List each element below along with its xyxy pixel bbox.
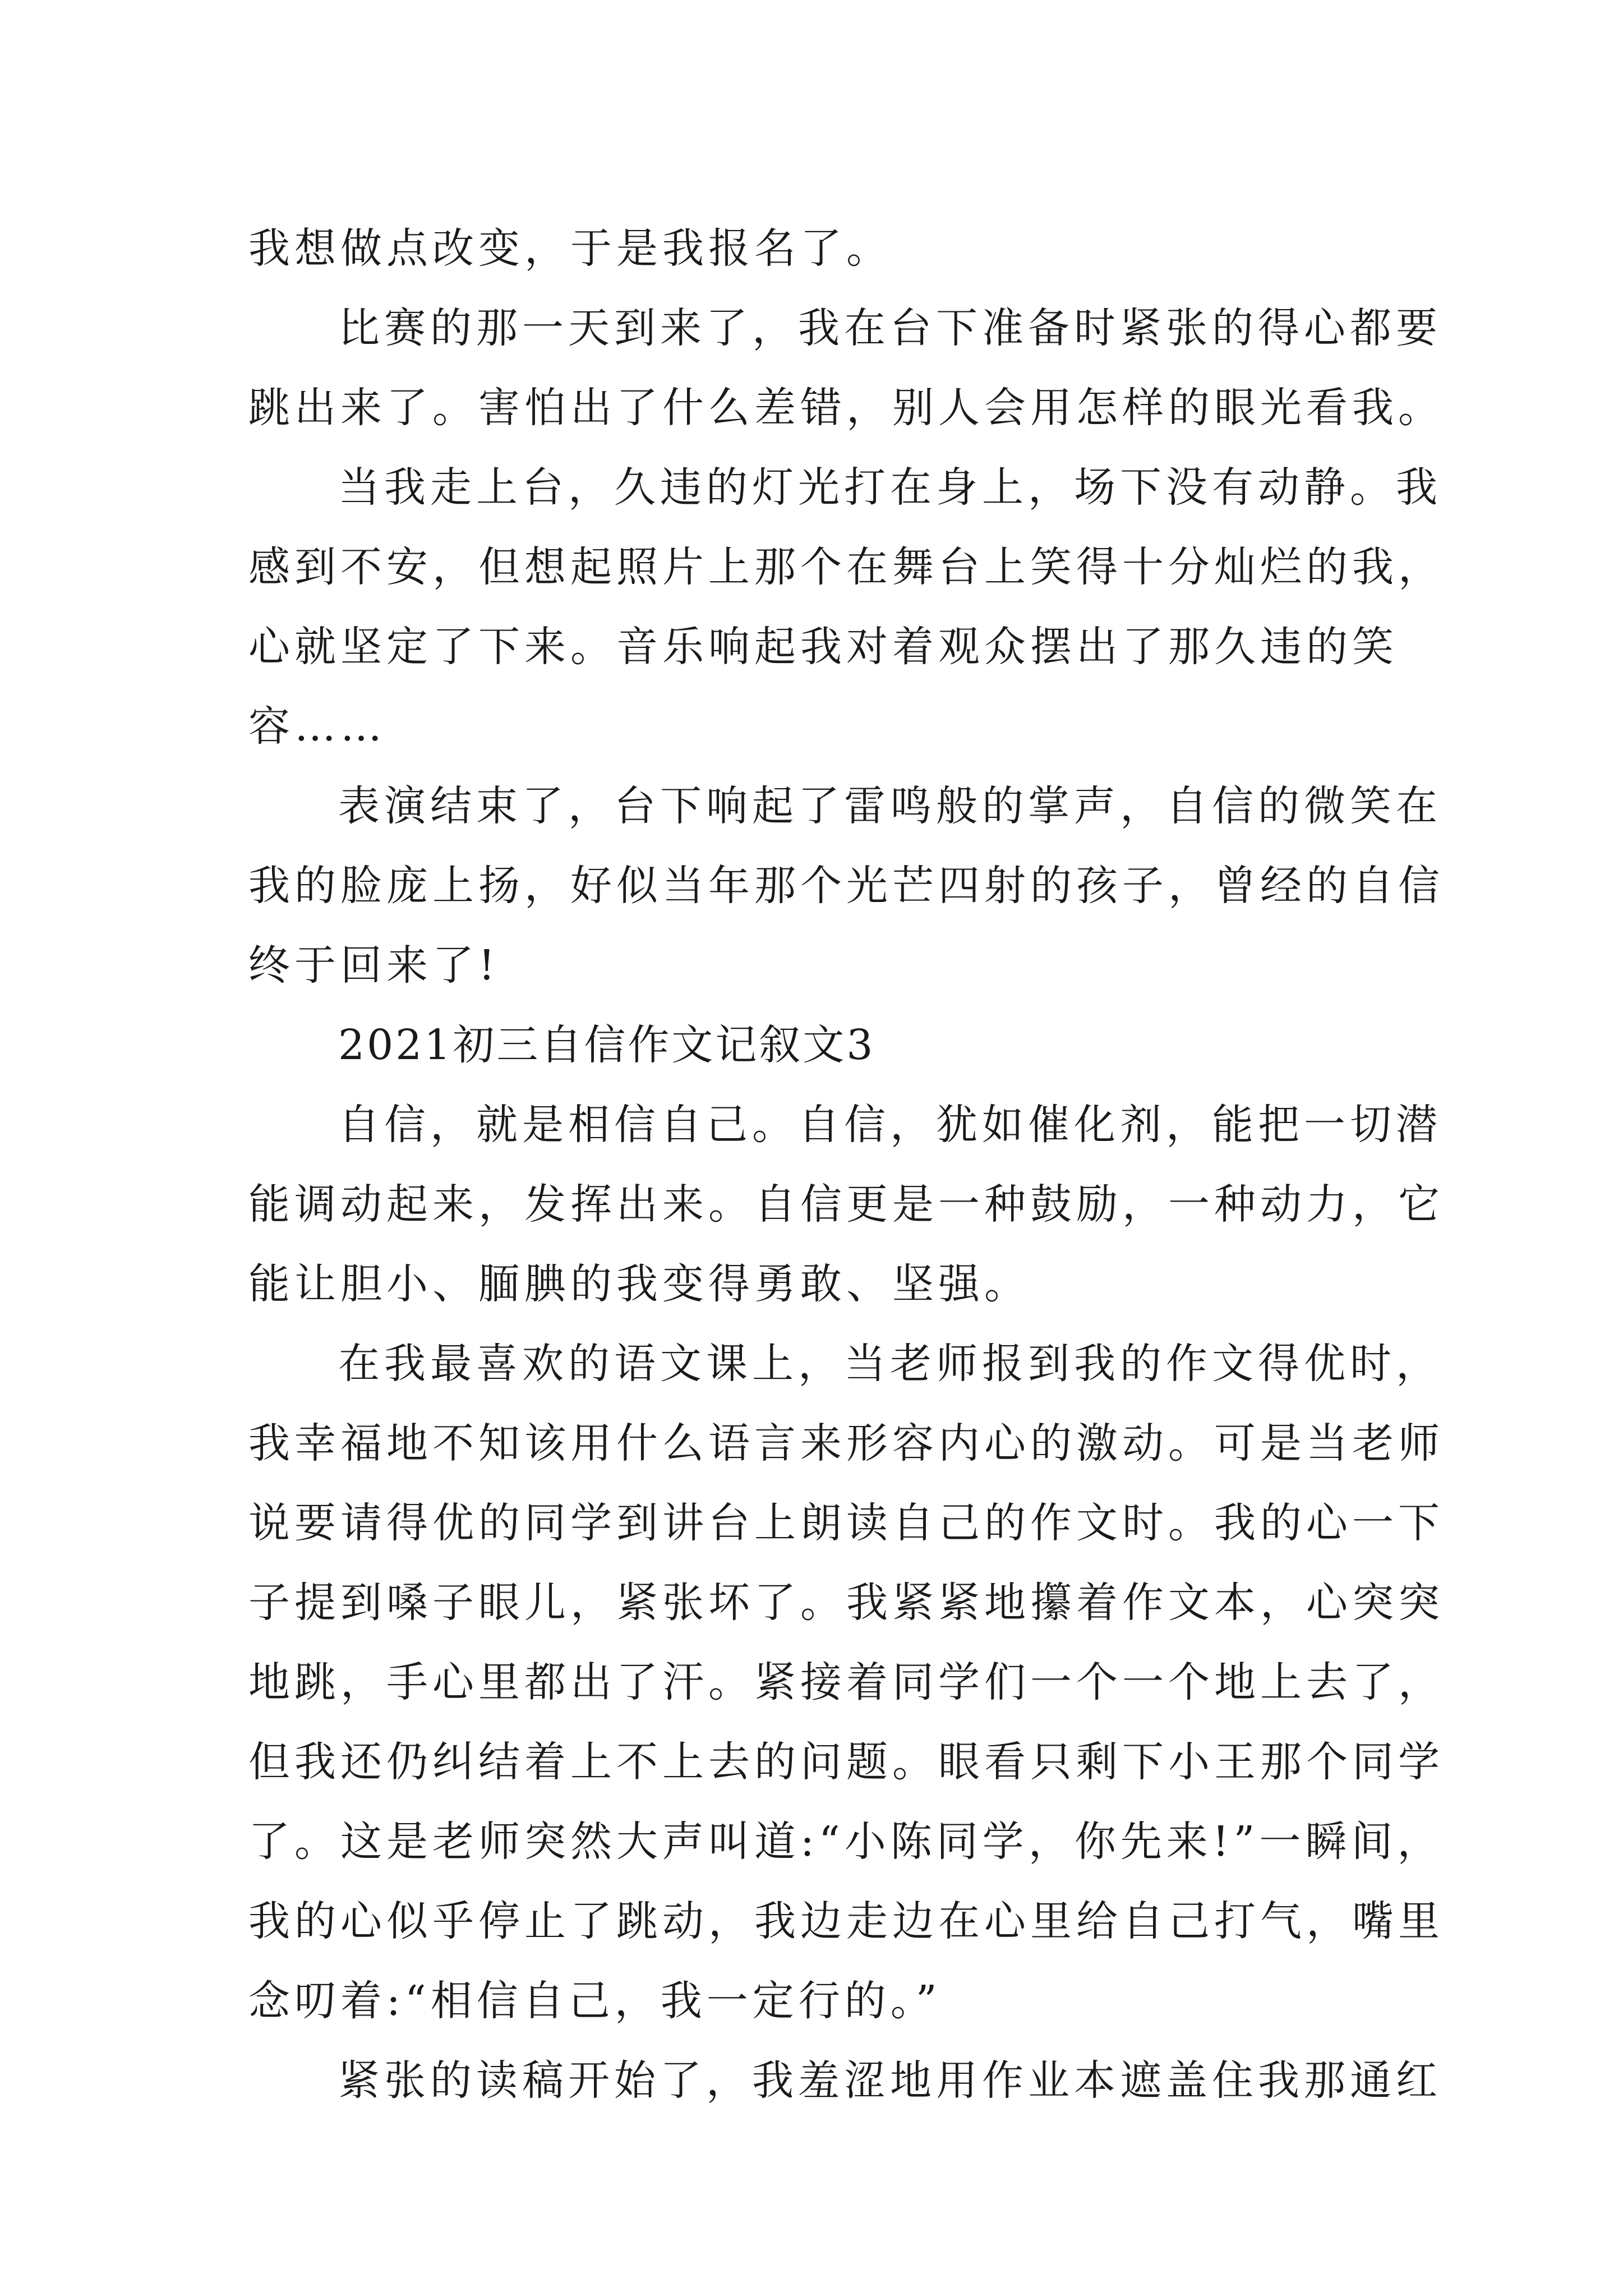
- text-line: 跳出来了。害怕出了什么差错，别人会用怎样的眼光看我。: [248, 384, 1444, 432]
- text-line: 说要请得优的同学到讲台上朗读自己的作文时。我的心一下: [248, 1499, 1444, 1547]
- text-line: 心就坚定了下来。音乐响起我对着观众摆出了那久违的笑: [248, 623, 1398, 671]
- paragraph-start-line: 当我走上台，久违的灯光打在身上，场下没有动静。我: [338, 463, 1442, 512]
- essay-text: [248, 209, 1444, 2120]
- text-line: 我幸福地不知该用什么语言来形容内心的激动。可是当老师: [248, 1419, 1444, 1467]
- text-line: 容……: [248, 702, 386, 751]
- text-line: 但我还仍纠结着上不上去的问题。眼看只剩下小王那个同学: [248, 1738, 1444, 1786]
- text-line: 了。这是老师突然大声叫道:“小陈同学，你先来!”一瞬间，: [248, 1818, 1444, 1866]
- paragraph-start-line: 在我最喜欢的语文课上，当老师报到我的作文得优时，: [338, 1340, 1442, 1388]
- paragraph-start-line: 比赛的那一天到来了，我在台下准备时紧张的得心都要: [338, 304, 1442, 352]
- text-line: 感到不安，但想起照片上那个在舞台上笑得十分灿烂的我，: [248, 543, 1444, 591]
- paragraph-start-line: 紧张的读稿开始了，我羞涩地用作业本遮盖住我那通红: [338, 2056, 1442, 2105]
- text-line: 地跳，手心里都出了汗。紧接着同学们一个一个地上去了，: [248, 1658, 1444, 1706]
- text-line: 终于回来了!: [248, 941, 500, 990]
- text-line: 我的心似乎停止了跳动，我边走边在心里给自己打气，嘴里: [248, 1897, 1444, 1945]
- paragraph-start-line: 表演结束了，台下响起了雷鸣般的掌声，自信的微笑在: [338, 782, 1442, 830]
- text-line: 能让胆小、腼腆的我变得勇敢、坚强。: [248, 1260, 1030, 1308]
- paragraph-start-line: 自信，就是相信自己。自信，犹如催化剂，能把一切潜: [338, 1101, 1442, 1149]
- text-line: 念叨着:“相信自己，我一定行的。”: [248, 1977, 942, 2025]
- text-line: 我想做点改变，于是我报名了。: [248, 224, 892, 273]
- text-line: 我的脸庞上扬，好似当年那个光芒四射的孩子，曾经的自信: [248, 862, 1444, 910]
- text-line: 子提到嗓子眼儿，紧张坏了。我紧紧地攥着作文本，心突突: [248, 1579, 1444, 1627]
- text-line: 能调动起来，发挥出来。自信更是一种鼓励，一种动力，它: [248, 1180, 1444, 1228]
- section-title: 2021初三自信作文记叙文3: [338, 1021, 875, 1069]
